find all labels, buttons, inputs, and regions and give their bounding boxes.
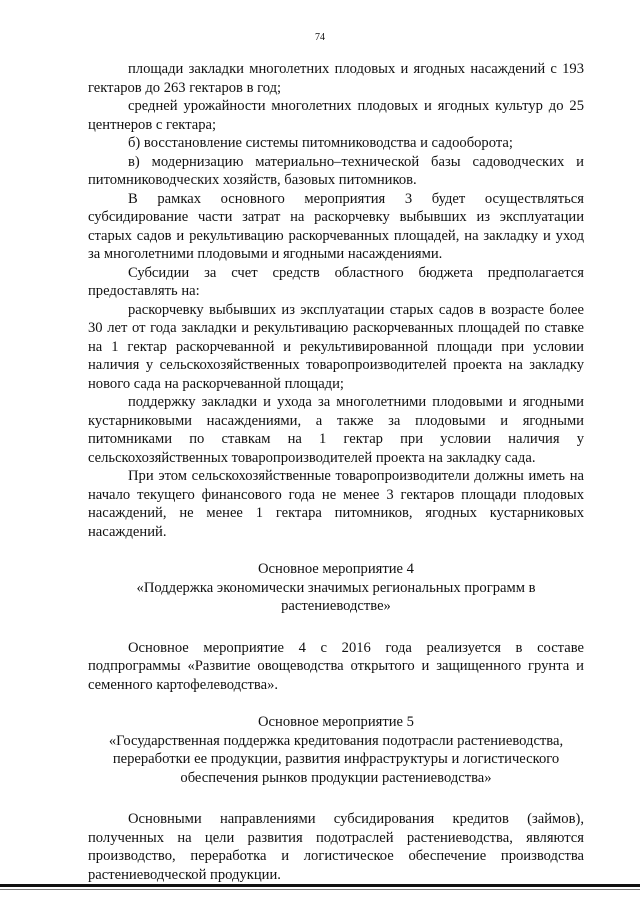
section-4-subtitle: «Поддержка экономически значимых региональных программ в растениеводстве» [136,579,536,614]
paragraph: В рамках основного мероприятия 3 будет осуществляться субсидирование части затрат на раскорчевку выбывших из эксплуатации старых садов и рекультивацию раскорчеванных площадей, на закладку и уход за многолетними плодовыми и ягодными насаждениями. [88,190,584,262]
page-bottom-border [0,884,640,887]
paragraph: Субсидии за счет средств областного бюджета предполагается предоставлять на: [88,264,584,299]
section-5-subtitle: «Государственная поддержка кредитования подотрасли растениеводства, переработки ее продукции, развития инфраструктуры и логистического обеспечения рынков продукции растениеводства» [108,732,564,786]
section-4-title: Основное мероприятие 4 [258,561,414,577]
paragraph: раскорчевку выбывших из эксплуатации старых садов в возрасте более 30 лет от года закладки и рекультивацию раскорчеванных площадей по ставке на 1 гектар раскорчеванной и рекультивированной площади при условии наличия у сельскохозяйственных товаропроизводителей проекта на закладку нового сада на раскорчеванной площади; [88,301,584,392]
paragraph: б) восстановление системы питомниководства и садооборота; [128,135,513,151]
page-number: 74 [315,32,325,43]
paragraph: площади закладки многолетних плодовых и ягодных насаждений с 193 гектаров до 263 гектаров в год; [88,61,584,96]
section-5-title: Основное мероприятие 5 [258,714,414,730]
document-body [88,60,584,884]
paragraph: поддержку закладки и ухода за многолетними плодовыми и ягодными кустарниковыми насаждениями, а также за плодовыми и ягодными питомниками по ставкам на 1 гектар при условии наличия у сельскохозяйственных товаропроизводителей проекта на закладку сада. [88,394,584,466]
paragraph: в) модернизацию материально–технической базы садоводческих и питомниководческих хозяйств, базовых питомников. [88,153,584,188]
paragraph: средней урожайности многолетних плодовых и ягодных культур до 25 центнеров с гектара; [88,98,584,133]
section-5-body: Основными направлениями субсидирования кредитов (займов), полученных на цели развития подотраслей растениеводства, являются производство, переработка и логистическое обеспечение производства растениеводческой продукции. [88,811,584,883]
section-4-body: Основное мероприятие 4 с 2016 года реализуется в составе подпрограммы «Развитие овощеводства открытого и защищенного грунта и семенного картофелеводства». [88,639,584,693]
page-bottom-border-thin [0,889,640,890]
paragraph: При этом сельскохозяйственные товаропроизводители должны иметь на начало текущего финансового года не менее 3 гектаров площади плодовых насаждений, не менее 1 гектара питомников, ягодных кустарниковых насаждений. [88,468,584,540]
